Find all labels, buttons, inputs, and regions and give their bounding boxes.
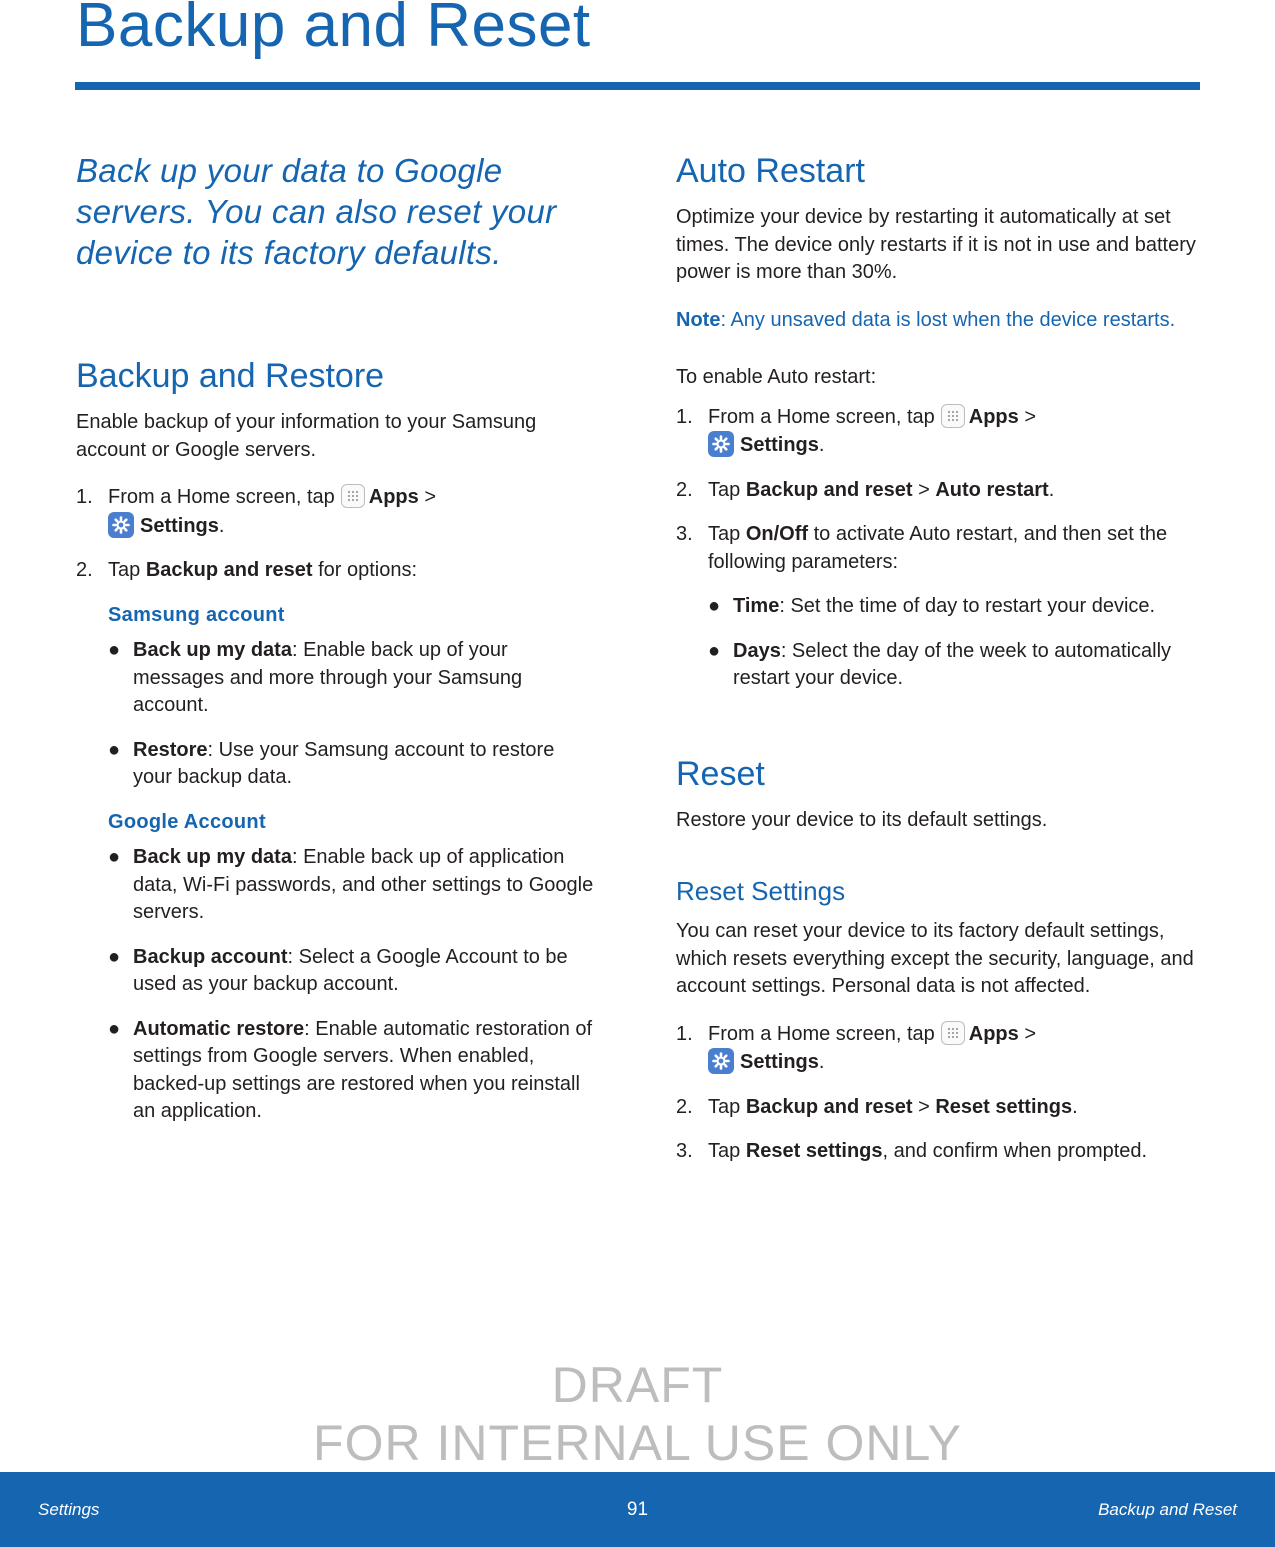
- apps-label: Apps: [968, 1022, 1019, 1045]
- page-footer: [0, 1472, 1275, 1547]
- page-number: 91: [626, 1499, 649, 1520]
- step-text: From a Home screen, tap: [108, 486, 335, 508]
- subsection-heading-reset-settings: Reset Settings: [676, 876, 846, 906]
- bullet-icon: ●: [708, 595, 721, 617]
- title-rule: [75, 82, 1200, 90]
- step-item: [676, 1021, 1206, 1077]
- item-bold: Back up my data: [133, 846, 292, 868]
- step-separator: >: [918, 478, 930, 501]
- settings-label: Settings: [140, 514, 219, 537]
- step-end: .: [818, 1051, 825, 1073]
- item-bold: Restore: [133, 738, 208, 761]
- step-bold: Reset settings: [745, 1140, 883, 1162]
- backup-steps: [76, 484, 596, 585]
- step-bold: On/Off: [745, 523, 809, 545]
- bullet-icon: ●: [108, 846, 121, 868]
- item-bold: Automatic restore: [133, 1017, 305, 1040]
- list-item: [108, 637, 596, 720]
- step-end: .: [218, 514, 225, 537]
- item-bold: Time: [733, 595, 780, 617]
- step-separator: >: [918, 1095, 930, 1118]
- step-item: [76, 484, 596, 540]
- right-column: [676, 150, 1206, 1183]
- step-text: for options:: [318, 559, 418, 581]
- step-separator: >: [1024, 405, 1036, 428]
- item-text: : Select the day of the week to automatically restart your device.: [733, 639, 1172, 689]
- step-end: .: [818, 434, 825, 456]
- google-account-list: [108, 844, 596, 1126]
- step-text: Tap: [708, 1140, 741, 1162]
- step-text: Tap: [108, 559, 141, 581]
- note-body: : Any unsaved data is lost when the device restarts.: [720, 308, 1176, 331]
- step-text: Tap: [708, 478, 741, 501]
- bullet-icon: ●: [108, 1017, 121, 1040]
- backup-restore-desc: Enable backup of your information to your Samsung account or Google servers.: [76, 411, 537, 461]
- list-item: [708, 638, 1206, 693]
- section-heading-backup-restore: Backup and Restore: [76, 357, 385, 395]
- step-separator: >: [1024, 1022, 1036, 1045]
- step-item: [676, 1094, 1206, 1122]
- step-bold: Backup and reset: [745, 478, 913, 501]
- intro-text: Back up your data to Google servers. You can also reset your device to its factory defaults.: [76, 152, 557, 271]
- note-label: Note: [676, 308, 721, 331]
- apps-grid-icon: [941, 1021, 965, 1045]
- item-bold: Back up my data: [133, 639, 292, 661]
- step-bold: Backup and reset: [745, 1095, 913, 1118]
- apps-label: Apps: [368, 486, 419, 508]
- watermark-line-2: FOR INTERNAL USE ONLY: [313, 1415, 962, 1471]
- footer-chapter-label: Backup and Reset: [1098, 1500, 1237, 1519]
- google-account-heading: Google Account: [108, 810, 266, 833]
- step-number: 3.: [676, 1140, 693, 1162]
- item-text: : Select a Google Account to be used as your backup account.: [133, 945, 568, 995]
- bullet-icon: ●: [108, 945, 121, 968]
- item-text: : Enable automatic restoration of settings from Google servers. When enabled, backed-up settings are restored when you reinstall an application.: [133, 1017, 593, 1122]
- list-item: [108, 944, 596, 999]
- draft-watermark: [0, 1356, 1275, 1472]
- step-end: .: [1072, 1095, 1078, 1118]
- reset-settings-desc: You can reset your device to its factory default settings, which resets everything except the security, language, and account settings. Personal data is not affected.: [676, 920, 1194, 997]
- step-number: 1.: [676, 405, 693, 428]
- step-bold: Auto restart: [935, 478, 1049, 501]
- step-number: 1.: [76, 486, 93, 508]
- settings-gear-icon: [708, 431, 734, 457]
- step-number: 3.: [676, 523, 693, 545]
- watermark-line-1: DRAFT: [551, 1357, 724, 1413]
- list-item: [108, 737, 596, 792]
- step-number: 2.: [676, 478, 693, 501]
- samsung-account-heading: Samsung account: [108, 603, 285, 626]
- step-text: From a Home screen, tap: [708, 405, 935, 428]
- item-bold: Days: [733, 639, 781, 662]
- settings-gear-icon: [708, 1048, 734, 1074]
- item-text: : Set the time of day to restart your device.: [779, 595, 1156, 617]
- page-title: Backup and Reset: [76, 0, 591, 60]
- section-heading-reset: Reset: [676, 754, 765, 793]
- step-number: 1.: [676, 1022, 693, 1045]
- step-end: .: [1048, 478, 1055, 501]
- step-item: [676, 404, 1206, 460]
- step-item: [676, 1138, 1206, 1166]
- settings-label: Settings: [740, 434, 819, 456]
- step-item: [76, 557, 596, 585]
- list-item: [108, 844, 596, 927]
- bullet-icon: ●: [108, 639, 121, 661]
- step-item: [676, 477, 1206, 505]
- settings-gear-icon: [108, 512, 134, 538]
- apps-grid-icon: [341, 484, 365, 508]
- auto-restart-params: [708, 593, 1206, 693]
- auto-restart-desc: Optimize your device by restarting it automatically at set times. The device only restarts if it is not in use and battery power is more than 30%.: [676, 206, 1196, 283]
- note-text: [676, 307, 1206, 335]
- list-item: [708, 593, 1206, 621]
- list-item: [108, 1016, 596, 1126]
- step-separator: >: [424, 486, 436, 508]
- bullet-icon: ●: [108, 738, 121, 761]
- apps-grid-icon: [941, 404, 965, 428]
- section-heading-auto-restart: Auto Restart: [676, 152, 865, 190]
- step-text: Tap: [708, 523, 741, 545]
- reset-desc: Restore your device to its default settings.: [676, 808, 1048, 831]
- step-item: [676, 521, 1206, 576]
- step-number: 2.: [76, 559, 93, 581]
- bullet-icon: ●: [708, 639, 721, 662]
- to-enable-text: To enable Auto restart:: [676, 366, 877, 388]
- reset-steps: [676, 1021, 1206, 1166]
- step-bold: Reset settings: [935, 1095, 1073, 1118]
- auto-restart-steps: [676, 404, 1206, 577]
- item-bold: Backup account: [133, 945, 288, 968]
- step-text: to activate Auto restart, and then set the following parameters:: [708, 523, 1168, 573]
- item-text: : Enable back up of application data, Wi-Fi passwords, and other settings to Google servers.: [133, 846, 594, 923]
- item-text: : Enable back up of your messages and more through your Samsung account.: [133, 639, 523, 716]
- step-text: , and confirm when prompted.: [882, 1140, 1148, 1162]
- samsung-account-list: [108, 637, 596, 792]
- footer-section-label: Settings: [38, 1500, 100, 1519]
- step-bold: Backup and reset: [145, 559, 313, 581]
- step-text: From a Home screen, tap: [708, 1022, 935, 1045]
- settings-label: Settings: [740, 1051, 819, 1073]
- item-text: : Use your Samsung account to restore your backup data.: [133, 738, 555, 788]
- left-column: [76, 150, 596, 1143]
- step-number: 2.: [676, 1095, 693, 1118]
- step-text: Tap: [708, 1095, 741, 1118]
- apps-label: Apps: [968, 405, 1019, 428]
